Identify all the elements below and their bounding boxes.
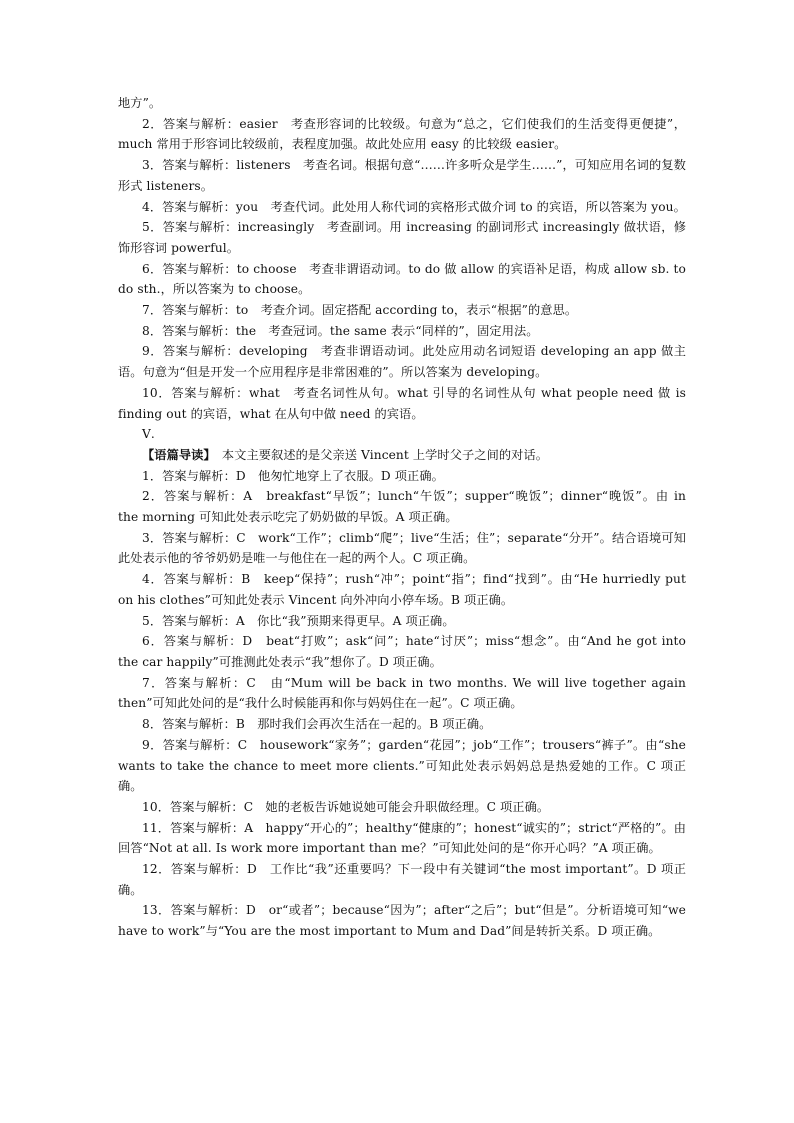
answer-item: 4．答案与解析：B keep“保持”；rush“冲”；point“指”；find“找到”。由“He hurriedly put on his clothes”可知此处表示 Vincent 向外冲向小停车场。B 项正确。 (118, 572, 686, 607)
answer-item: 10．答案与解析：what 考查名词性从句。what 引导的名词性从句 what people need 做 is finding out 的宾语，what 在从句中做 need 的宾语。 (118, 385, 686, 421)
answer-item: 8．答案与解析：the 考查冠词。the same 表示“同样的”，固定用法。 (142, 323, 539, 338)
answer-item: 2．答案与解析：easier 考查形容词的比较级。句意为“总之，它们使我们的生活变得更便捷”，much 常用于形容词比较级前，表程度加强。故此处应用 easy 的比较级 easier。 (118, 116, 686, 152)
answer-item: 7．答案与解析：C 由“Mum will be back in two months. We will live together again then”可知此处问的是“我什么时候能再和你与妈妈住在一起”。C 项正确。 (118, 675, 686, 711)
answer-item: 4．答案与解析：you 考查代词。此处用人称代词的宾格形式做介词 to 的宾语，所以答案为 you。 (142, 199, 686, 214)
answer-item: 9．答案与解析：developing 考查非谓语动词。此处应用动名词短语 developing an app 做主语。句意为“但是开发一个应用程序是非常困难的”。所以答案为 developing。 (118, 344, 686, 380)
answer-item: 13．答案与解析：D or“或者”；because“因为”；after“之后”；but“但是”。分析语境可知“we have to work”与“You are the most important to Mum and Dad”间是转折关系。D 项正确。 (118, 903, 686, 939)
answer-item: 8．答案与解析：B 那时我们会再次生活在一起的。B 项正确。 (142, 717, 492, 732)
answer-item: 3．答案与解析：listeners 考查名词。根据句意“……许多听众是学生……”，可知应用名词的复数形式 listeners。 (118, 158, 686, 193)
passage-guide-label: 【语篇导读】 (142, 447, 222, 462)
answer-item: 1．答案与解析：D 他匆忙地穿上了衣服。D 项正确。 (142, 468, 444, 483)
answer-item: 9．答案与解析：C housework“家务”；garden“花园”；job“工作”；trousers“裤子”。由“she wants to take the chance to meet more clients.”可知此处表示妈妈总是热爱她的工作。C 项正确。 (118, 737, 686, 794)
answer-item: 6．答案与解析：D beat“打败”；ask“问”；hate“讨厌”；miss“想念”。由“And he got into the car happily”可推测此处表示“我”想你了。D 项正确。 (118, 634, 686, 669)
passage-guide (118, 445, 686, 466)
answer-item: 3．答案与解析：C work“工作”；climb“爬”；live“生活；住”；separate“分开”。结合语境可知此处表示他的爷爷奶奶是唯一与他住在一起的两个人。C 项正确。 (118, 530, 686, 566)
answer-item: 5．答案与解析：increasingly 考查副词。用 increasing 的副词形式 increasingly 做状语，修饰形容词 powerful。 (118, 220, 686, 255)
answer-item: 11．答案与解析：A happy“开心的”；healthy“健康的”；honest“诚实的”；strict“严格的”。由回答“Not at all. Is work more important than me？”可知此处问的是“你开心吗？”A 项正确。 (118, 820, 686, 856)
answer-item: 10．答案与解析：C 她的老板告诉她说她可能会升职做经理。C 项正确。 (142, 799, 550, 814)
passage-guide-text: 本文主要叙述的是父亲送 Vincent 上学时父子之间的对话。 (221, 447, 549, 462)
section-heading: Ⅴ. (142, 427, 155, 442)
answer-item: 7．答案与解析：to 考查介词。固定搭配 according to，表示“根据”的意思。 (142, 303, 578, 318)
paragraph: 地方”。 (118, 96, 162, 110)
answer-item: 12．答案与解析：D 工作比“我”还重要吗？下一段中有关键词“the most important”。D 项正确。 (118, 862, 686, 897)
answer-item: 6．答案与解析：to choose 考查非谓语动词。to do 做 allow 的宾语补足语，构成 allow sb. to do sth.，所以答案为 to choose。 (118, 261, 686, 297)
document-body (118, 93, 686, 942)
answer-item: 5．答案与解析：A 你比“我”预期来得更早。A 项正确。 (142, 613, 455, 628)
answer-item: 2．答案与解析：A breakfast“早饭”；lunch“午饭”；supper“晚饭”；dinner“晚饭”。由 in the morning 可知此处表示吃完了奶奶做的早饭。A 项正确。 (118, 489, 686, 525)
